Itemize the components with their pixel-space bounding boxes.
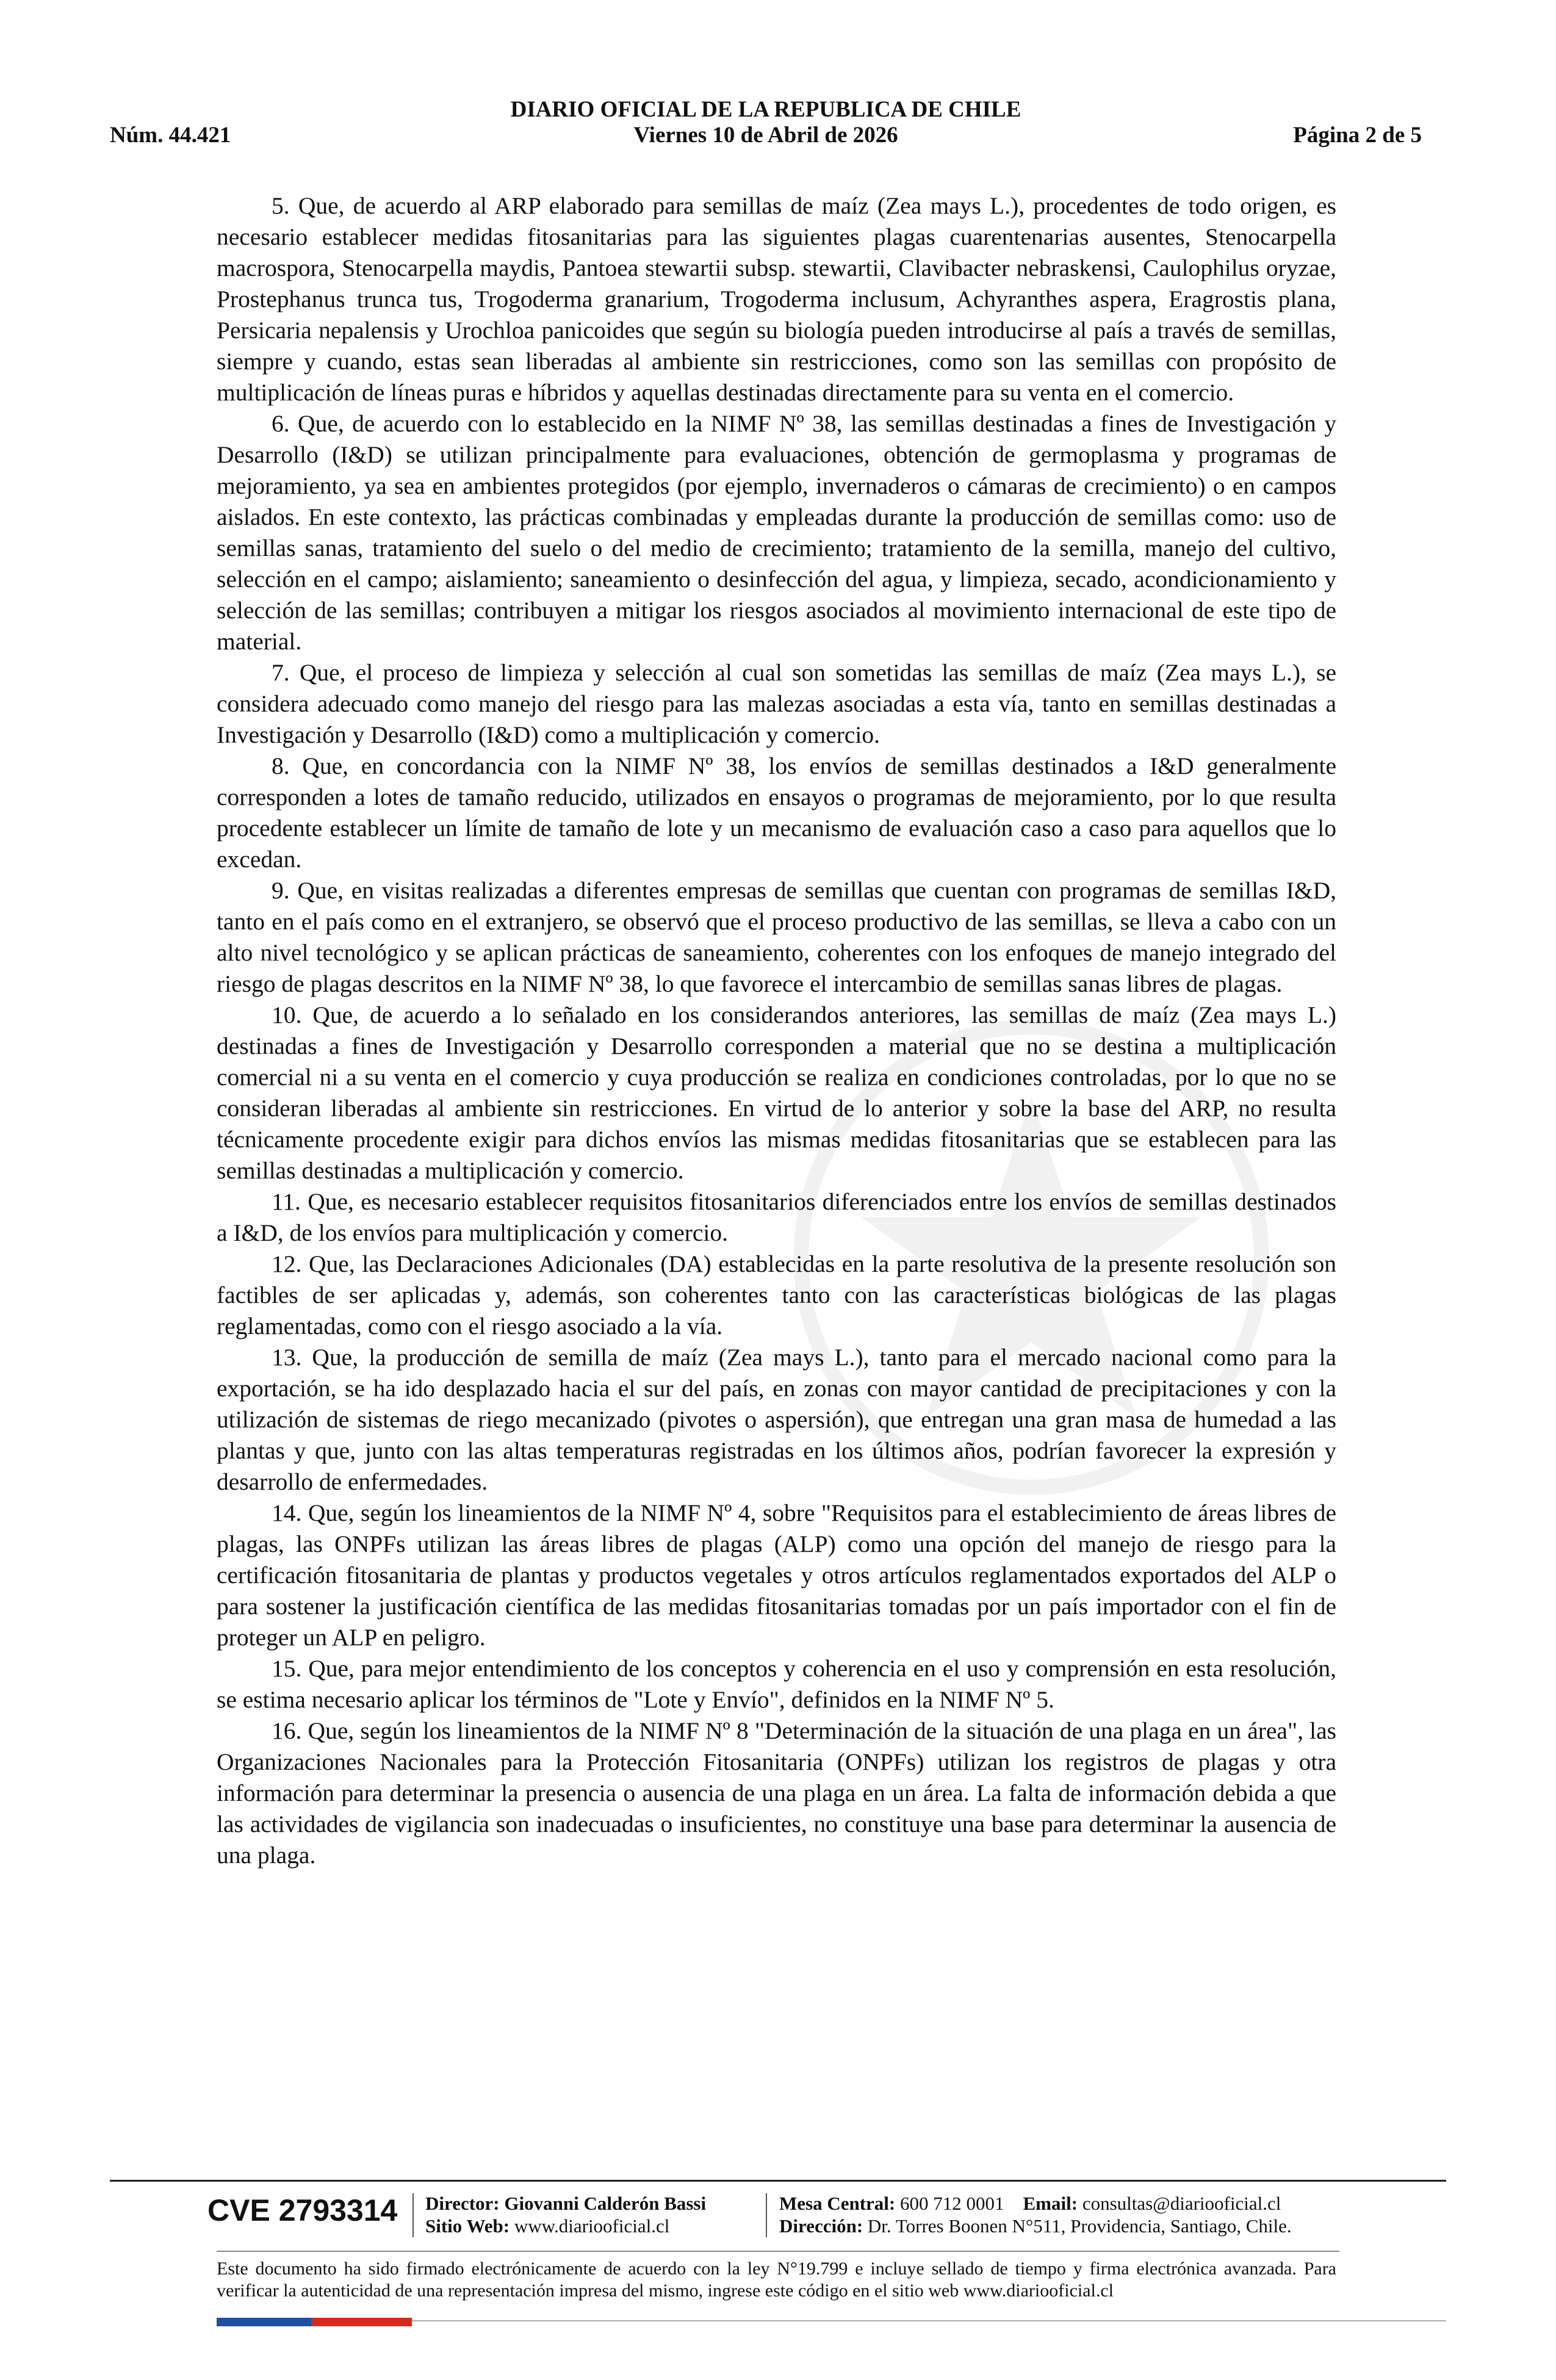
footer-contact-block bbox=[779, 2192, 1292, 2237]
footer-divider bbox=[217, 2251, 1339, 2252]
footer-separator bbox=[412, 2193, 414, 2237]
director-name: Giovanni Calderón Bassi bbox=[504, 2193, 707, 2214]
director-label: Director: bbox=[425, 2193, 500, 2214]
mesa-label: Mesa Central: bbox=[779, 2193, 896, 2214]
address-label: Dirección: bbox=[779, 2215, 863, 2237]
paragraph: 5. Que, de acuerdo al ARP elaborado para semillas de maíz (Zea mays L.), procedentes de todo origen, es necesario establecer medidas fitosanitarias para las siguientes plagas cuarentenarias ausentes, Stenocarpella macrospora, Stenocarpella maydis, Pantoea stewartii subsp. stewartii, Clavibacter nebraskensi, Caulophilus oryzae, Prostephanus trunca tus, Trogoderma granarium, Trogoderma inclusum, Achyranthes aspera, Eragrostis plana, Persicaria nepalensis y Urochloa panicoides que según su biología pueden introducirse al país a través de semillas, siempre y cuando, estas sean liberadas al ambiente sin restricciones, como son las semillas con propósito de multiplicación de líneas puras e híbridos y aquellas destinadas directamente para su venta en el comercio. bbox=[217, 192, 1336, 406]
cve-code: CVE 2793314 bbox=[207, 2193, 398, 2227]
footer-separator bbox=[766, 2193, 767, 2237]
footer-director-block bbox=[425, 2192, 706, 2237]
paragraph: 15. Que, para mejor entendimiento de los conceptos y coherencia en el uso y comprensión en esta resolución, se estima necesario aplicar los términos de "Lote y Envío", definidos en la NIMF Nº 5. bbox=[217, 1655, 1336, 1713]
paragraph: 8. Que, en concordancia con la NIMF Nº 38, los envíos de semillas destinados a I&D generalmente corresponden a lotes de tamaño reducido, utilizados en ensayos o programas de mejoramiento, por lo que resulta procedente establecer un límite de tamaño de lote y un mecanismo de evaluación caso a caso para aquellos que lo excedan. bbox=[217, 752, 1336, 873]
paragraph: 6. Que, de acuerdo con lo establecido en la NIMF Nº 38, las semillas destinadas a fines de Investigación y Desarrollo (I&D) se utilizan principalmente para evaluaciones, obtención de germoplasma y programas de mejoramiento, ya sea en ambientes protegidos (por ejemplo, invernaderos o cámaras de crecimiento) o en campos aislados. En este contexto, las prácticas combinadas y empleadas durante la producción de semillas como: uso de semillas sanas, tratamiento del suelo o del medio de crecimiento; tratamiento de la semilla, manejo del cultivo, selección en el campo; aislamiento; saneamiento o desinfección del agua, y limpieza, secado, acondicionamiento y selección de las semillas; contribuyen a mitigar los riesgos asociados al movimiento internacional de este tipo de material. bbox=[217, 410, 1336, 655]
issue-date: Viernes 10 de Abril de 2026 bbox=[633, 123, 898, 148]
newspaper-title: DIARIO OFICIAL DE LA REPUBLICA DE CHILE bbox=[510, 97, 1021, 122]
flag-blue-segment bbox=[217, 2318, 311, 2326]
address-value: Dr. Torres Boonen N°511, Providencia, Santiago, Chile. bbox=[867, 2215, 1292, 2237]
website-link[interactable]: www.diariooficial.cl bbox=[514, 2215, 670, 2237]
page-header bbox=[110, 92, 1422, 153]
paragraph: 10. Que, de acuerdo a lo señalado en los considerandos anteriores, las semillas de maíz (Zea mays L.) destinadas a fines de Investigación y Desarrollo corresponden a material que no se destina a multiplicación comercial ni a su venta en el comercio y cuya producción se realiza en condiciones controladas, por lo que no se consideran liberadas al ambiente sin restricciones. En virtud de lo anterior y sobre la base del ARP, no resulta técnicamente procedente exigir para dichos envíos las mismas medidas fitosanitarias que se establecen para las semillas destinadas a multiplicación y comercio. bbox=[217, 1001, 1336, 1184]
paragraph: 12. Que, las Declaraciones Adicionales (DA) establecidas en la parte resolutiva de la presente resolución son factibles de ser aplicadas y, además, son coherentes tanto con las características biológicas de las plagas reglamentadas, como con el riesgo asociado a la vía. bbox=[217, 1250, 1336, 1340]
document-body bbox=[217, 190, 1336, 1871]
website-label: Sitio Web: bbox=[425, 2215, 510, 2237]
paragraph: 16. Que, según los lineamientos de la NIMF Nº 8 "Determinación de la situación de una plaga en un área", las Organizaciones Nacionales para la Protección Fitosanitaria (ONPFs) utilizan los registros de plagas y otra información para determinar la presencia o ausencia de una plaga en un área. La falta de información debida a que las actividades de vigilancia son inadecuadas o insuficientes, no constituye una base para determinar la ausencia de una plaga. bbox=[217, 1717, 1336, 1869]
email-label: Email: bbox=[1023, 2193, 1078, 2214]
email-link[interactable]: consultas@diariooficial.cl bbox=[1082, 2193, 1281, 2214]
flag-red-segment bbox=[311, 2318, 412, 2326]
paragraph: 7. Que, el proceso de limpieza y selección al cual son sometidas las semillas de maíz (Zea mays L.), se considera adecuado como manejo del riesgo para las malezas asociadas a esta vía, tanto en semillas destinadas a Investigación y Desarrollo (I&D) como a multiplicación y comercio. bbox=[217, 659, 1336, 748]
mesa-phone: 600 712 0001 bbox=[900, 2193, 1004, 2214]
footer-divider bbox=[110, 2180, 1446, 2182]
legal-notice: Este documento ha sido firmado electrónicamente de acuerdo con la ley N°19.799 e incluye sellado de tiempo y firma electrónica avanzada. Para verificar la autenticidad de una representación impresa del mismo, ingrese este código en el sitio web www.diariooficial.cl bbox=[217, 2259, 1336, 2301]
paragraph: 13. Que, la producción de semilla de maíz (Zea mays L.), tanto para el mercado nacional como para la exportación, se ha ido desplazado hacia el sur del país, en zonas con mayor cantidad de precipitaciones y con la utilización de sistemas de riego mecanizado (pivotes o aspersión), que entregan una gran masa de humedad a las plantas y que, junto con las altas temperaturas registradas en los últimos años, podrían favorecer la expresión y desarrollo de enfermedades. bbox=[217, 1344, 1336, 1495]
issue-number: Núm. 44.421 bbox=[110, 123, 231, 148]
paragraph: 14. Que, según los lineamientos de la NIMF Nº 4, sobre "Requisitos para el establecimiento de áreas libres de plagas, las ONPFs utilizan las áreas libres de plagas (ALP) como una opción del manejo de riesgo para la certificación fitosanitaria de plantas y productos vegetales y otros artículos reglamentados exportados del ALP o para sostener la justificación científica de las medidas fitosanitarias tomadas por un país importador con el fin de proteger un ALP en peligro. bbox=[217, 1499, 1336, 1651]
paragraph: 11. Que, es necesario establecer requisitos fitosanitarios diferenciados entre los envíos de semillas destinados a I&D, de los envíos para multiplicación y comercio. bbox=[217, 1188, 1336, 1246]
flag-stripe bbox=[217, 2318, 412, 2326]
page-indicator: Página 2 de 5 bbox=[1293, 123, 1422, 148]
paragraph: 9. Que, en visitas realizadas a diferentes empresas de semillas que cuentan con programas de semillas I&D, tanto en el país como en el extranjero, se observó que el proceso productivo de las semillas, se lleva a cabo con un alto nivel tecnológico y se aplican prácticas de saneamiento, coherentes con los enfoques de manejo integrado del riesgo de plagas descritos en la NIMF Nº 38, lo que favorece el intercambio de semillas sanas libres de plagas. bbox=[217, 877, 1336, 997]
